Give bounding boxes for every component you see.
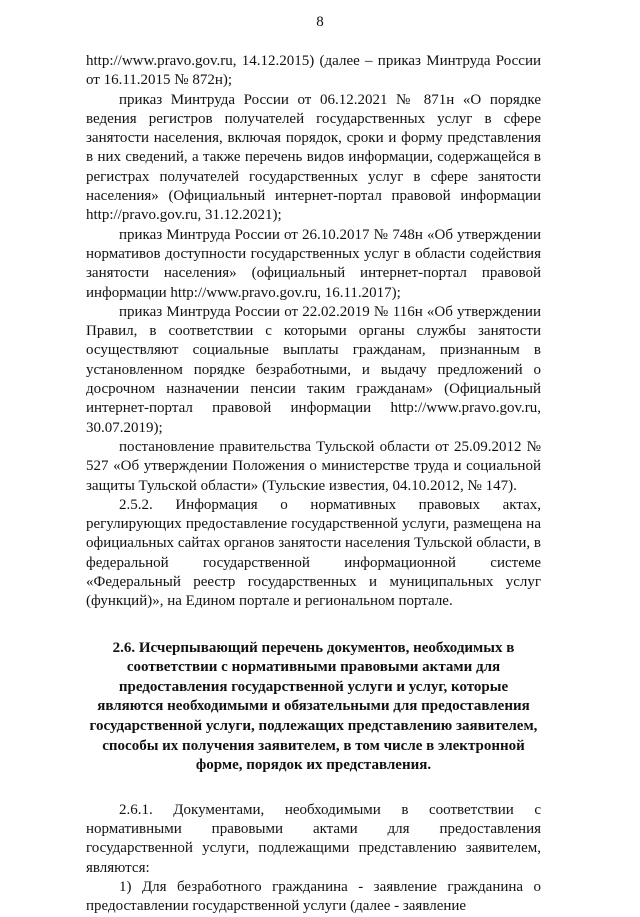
paragraph-item-1: 1) Для безработного гражданина - заявление гражданина о предоставлении государственной услуги (далее - заявление [86, 878, 541, 915]
paragraph-2-5-2: 2.5.2. Информация о нормативных правовых актах, регулирующих предоставление государственной услуги, размещена на официальных сайтах органов занятости населения Тульской области, в федеральной государственной информационной системе «Федеральный реестр государственных и муниципальных услуг (функций)», на Едином портале и региональном портале. [86, 496, 541, 610]
paragraph-order-871n: приказ Минтруда России от 06.12.2021 № 871н «О порядке ведения регистров получателей государственных услуг в сфере занятости населения, включая порядок, сроки и форму представления в них сведений, а также перечень видов информации, содержащейся в регистрах получателей государственных услуг в сфере занятости населения» (Официальный интернет-портал правовой информации http://pravo.gov.ru, 31.12.2021); [86, 91, 541, 224]
paragraph-order-748n: приказ Минтруда России от 26.10.2017 № 748н «Об утверждении нормативов доступности государственных услуг в области содействия занятости населения» (официальный интернет-портал правовой информации http://www.pravo.gov.ru, 16.11.2017); [86, 226, 541, 301]
paragraph-2-6-1: 2.6.1. Документами, необходимыми в соответствии с нормативными правовыми актами для предоставления государственной услуги, подлежащими представлению заявителем, являются: [86, 801, 541, 876]
document-body [86, 52, 541, 917]
page-number: 8 [316, 14, 324, 30]
paragraph-order-116n: приказ Минтруда России от 22.02.2019 № 116н «Об утверждении Правил, в соответствии с которыми органы службы занятости осуществляют социальные выплаты гражданам, признанным в установленном порядке безработными, и выдачу предложений о досрочном назначении пенсии таким гражданам» (Официальный интернет-портал правовой информации http://www.pravo.gov.ru, 30.07.2019); [86, 303, 541, 436]
paragraph-resolution-527: постановление правительства Тульской области от 25.09.2012 № 527 «Об утверждении Положения о министерстве труда и социальной защиты Тульской области» (Тульские известия, 04.10.2012, № 147). [86, 438, 541, 494]
paragraph-continuation: http://www.pravo.gov.ru, 14.12.2015) (далее – приказ Минтруда России от 16.11.2015 № 872н); [86, 53, 541, 89]
section-heading-2-6: 2.6. Исчерпывающий перечень документов, необходимых в соответствии с нормативными правовыми актами для предоставления государственной услуги и услуг, которые являются необходимыми и обязательными для предоставления государственной услуги, подлежащих представлению заявителем, способы их получения заявителем, в том числе в электронной форме, порядок их представления. [89, 639, 538, 774]
